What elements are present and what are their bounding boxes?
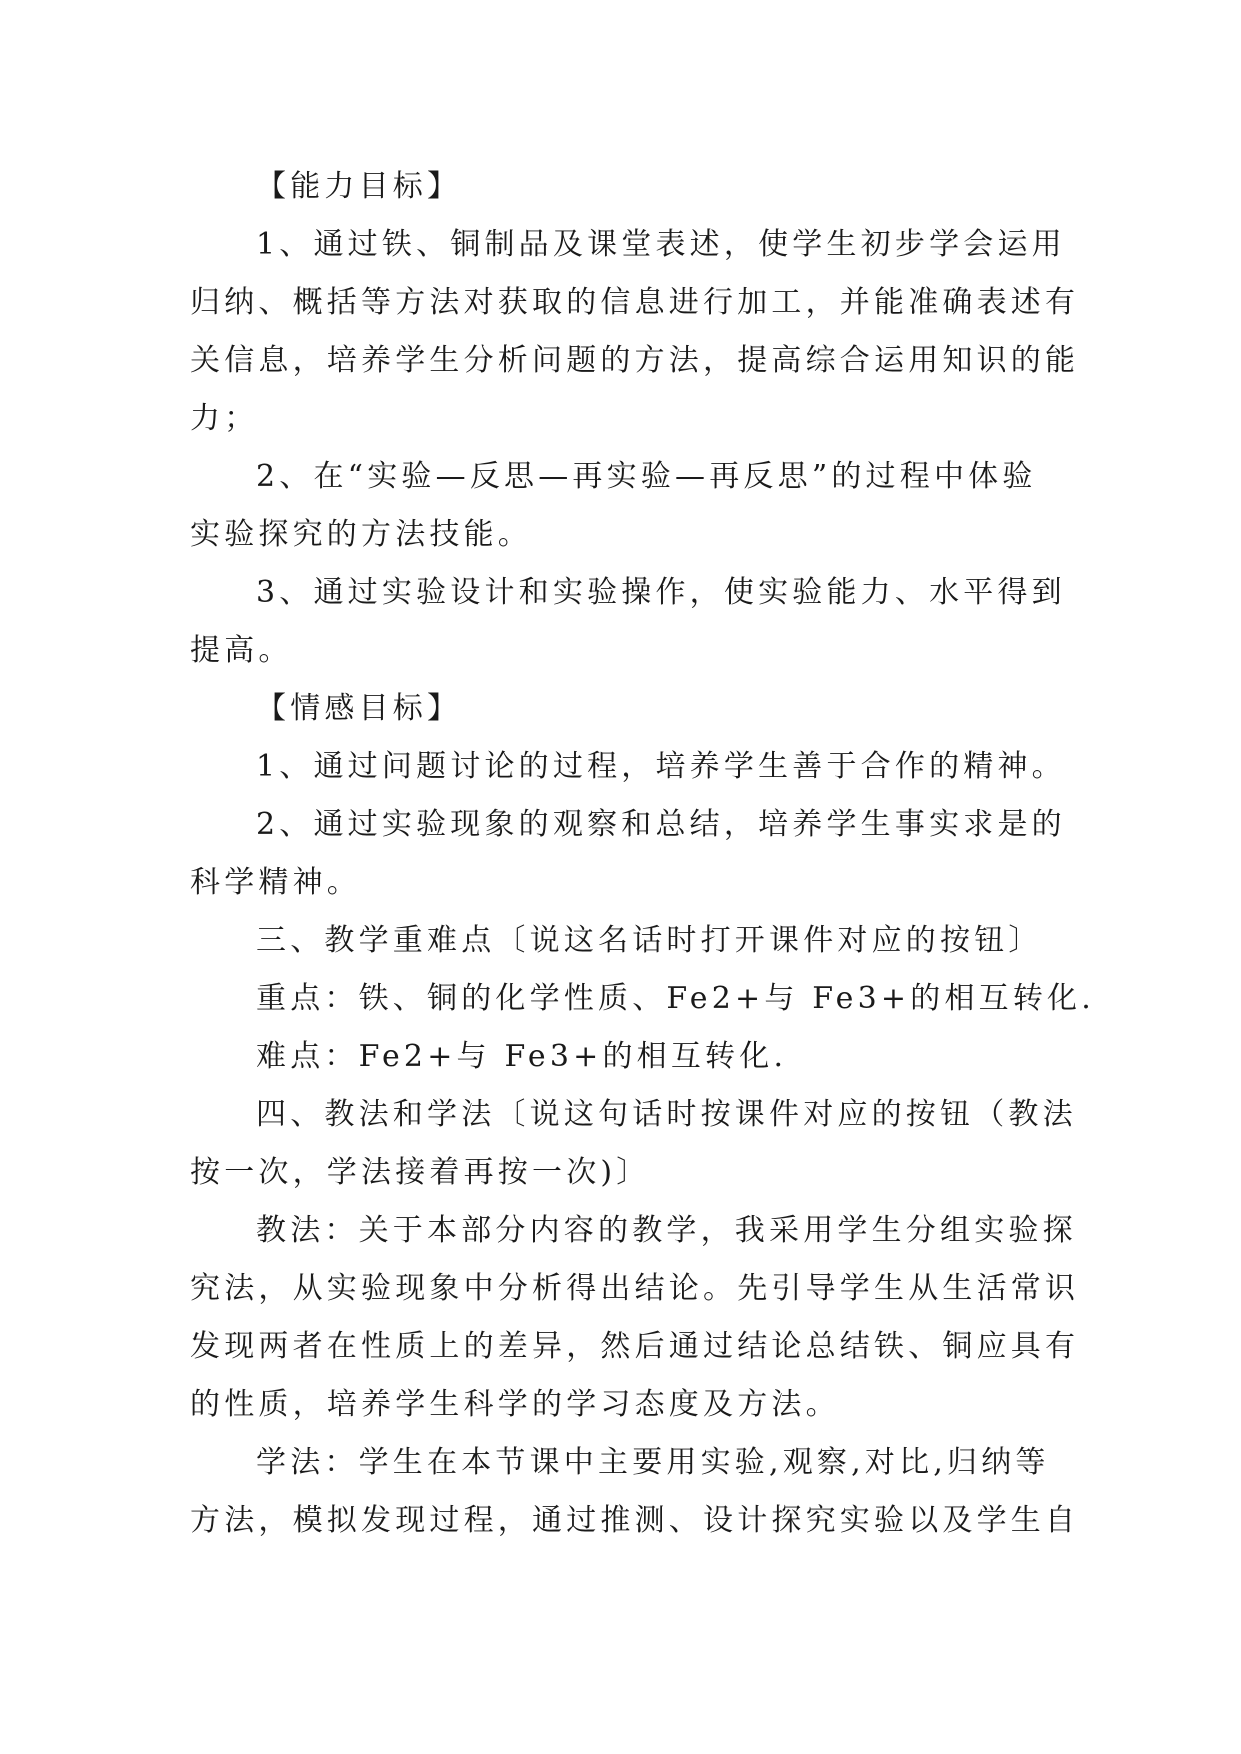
paragraph-line: 1、通过铁、铜制品及课堂表述，使学生初步学会运用 (256, 227, 1066, 262)
section-heading-ability-goals: 【能力目标】 (256, 169, 462, 204)
section-heading-key-points: 三、教学重难点〔说这名话时打开课件对应的按钮〕 (256, 923, 1043, 958)
paragraph-line: 的性质，培养学生科学的学习态度及方法。 (190, 1387, 840, 1422)
paragraph-line: 教法：关于本部分内容的教学，我采用学生分组实验探 (256, 1213, 1077, 1248)
paragraph-line: 归纳、概括等方法对获取的信息进行加工，并能准确表述有 (190, 285, 1080, 320)
paragraph-line: 难点：Fe2+与 Fe3+的相互转化. (256, 1039, 788, 1074)
paragraph-line: 2、通过实验现象的观察和总结，培养学生事实求是的 (256, 807, 1066, 842)
paragraph-line: 发现两者在性质上的差异，然后通过结论总结铁、铜应具有 (190, 1329, 1080, 1364)
paragraph-line: 提高。 (190, 633, 293, 668)
paragraph-line: 实验探究的方法技能。 (190, 517, 532, 552)
paragraph-line: 2、在“实验—反思—再实验—再反思”的过程中体验 (256, 459, 1037, 494)
document-body (190, 158, 1095, 1550)
paragraph-line: 究法，从实验现象中分析得出结论。先引导学生从生活常识 (190, 1271, 1080, 1306)
paragraph-line: 1、通过问题讨论的过程，培养学生善于合作的精神。 (256, 749, 1066, 784)
paragraph-line: 科学精神。 (190, 865, 361, 900)
paragraph-line: 方法，模拟发现过程，通过推测、设计探究实验以及学生自 (190, 1503, 1080, 1538)
paragraph-line: 学法：学生在本节课中主要用实验,观察,对比,归纳等 (256, 1445, 1050, 1480)
paragraph-line: 力； (190, 401, 259, 436)
paragraph-line: 重点：铁、铜的化学性质、Fe2+与 Fe3+的相互转化. (256, 981, 1095, 1016)
section-heading-methods: 四、教法和学法〔说这句话时按课件对应的按钮（教法 (256, 1097, 1077, 1132)
paragraph-line: 3、通过实验设计和实验操作，使实验能力、水平得到 (256, 575, 1066, 610)
section-heading-emotion-goals: 【情感目标】 (256, 691, 462, 726)
paragraph-line: 关信息，培养学生分析问题的方法，提高综合运用知识的能 (190, 343, 1080, 378)
paragraph-line: 按一次，学法接着再按一次)〕 (190, 1155, 651, 1190)
